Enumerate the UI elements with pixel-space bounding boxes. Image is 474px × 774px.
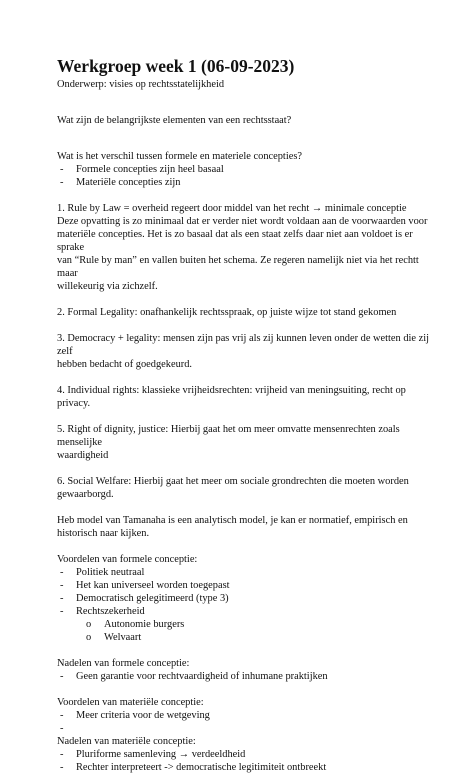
sub-list-item: o Autonomie burgers	[86, 619, 185, 630]
point-3-line: 3. Democracy + legality: mensen zijn pas vrij als zij kunnen leven onder de wetten die zij zelf	[57, 333, 430, 357]
dash-bullet: -	[60, 762, 64, 773]
list-item: - Materiële concepties zijn	[57, 176, 434, 189]
dash-bullet: -	[60, 177, 64, 188]
point-3-line: hebben bedacht of goedgekeurd.	[57, 359, 193, 370]
list-item: - Geen garantie voor rechtvaardigheid of inhumane praktijken	[57, 670, 434, 683]
list-item: - Politiek neutraal	[57, 566, 434, 579]
circle-bullet-icon: o	[86, 619, 92, 630]
dash-bullet: -	[60, 749, 64, 760]
dash-bullet: -	[60, 164, 64, 175]
point-1-line: materiële concepties. Het is zo basaal dat als een staat zelfs daar niet aan voldoet is er sprake	[57, 229, 413, 253]
voordelen-materieel-heading: Voordelen van materiële conceptie:	[57, 697, 204, 708]
list-item	[57, 722, 434, 735]
point-1-line: 1. Rule by Law = overheid regeert door middel van het recht → minimale conceptie	[57, 203, 407, 214]
document-title: Werkgroep week 1 (06-09-2023)	[57, 56, 295, 76]
dash-bullet: -	[60, 606, 64, 617]
question-elements: Wat zijn de belangrijkste elementen van een rechtsstaat?	[57, 115, 292, 126]
dash-bullet: -	[60, 671, 64, 682]
point-4: 4. Individual rights: klassieke vrijheidsrechten: vrijheid van meningsuiting, recht op privacy.	[57, 385, 406, 409]
list-item: - Pluriforme samenleving → verdeeldheid	[57, 748, 434, 761]
model-line: historisch naar kijken.	[57, 528, 150, 539]
list-item: - Het kan universeel worden toegepast	[57, 579, 434, 592]
document-subtitle: Onderwerp: visies op rechtsstatelijkheid	[57, 79, 225, 90]
circle-bullet-icon: o	[86, 632, 92, 643]
point-1-line: Deze opvatting is zo minimaal dat er verder niet wordt voldaan aan de voorwaarden voor	[57, 216, 428, 227]
dash-bullet: -	[60, 723, 64, 734]
point-6-line: 6. Social Welfare: Hierbij gaat het meer om sociale grondrechten die moeten worden	[57, 476, 409, 487]
point-1-line: willekeurig via zichzelf.	[57, 281, 158, 292]
point-2: 2. Formal Legality: onafhankelijk rechtsspraak, op juiste wijze tot stand gekomen	[57, 307, 397, 318]
dash-bullet: -	[60, 593, 64, 604]
list-item: - Rechtszekerheid	[57, 605, 434, 618]
point-5-line: 5. Right of dignity, justice: Hierbij gaat het om meer omvatte mensenrechten zoals menselijke	[57, 424, 400, 448]
list-item: - Formele concepties zijn heel basaal	[57, 163, 434, 176]
point-6-line: gewaarborgd.	[57, 489, 114, 500]
voordelen-formeel-heading: Voordelen van formele conceptie:	[57, 554, 198, 565]
list-item: - Meer criteria voor de wetgeving	[57, 709, 434, 722]
list-item: - Democratisch gelegitimeerd (type 3)	[57, 592, 434, 605]
question-difference: Wat is het verschil tussen formele en materiele concepties?	[57, 151, 302, 162]
nadelen-materieel-heading: Nadelen van materiële conceptie:	[57, 736, 196, 747]
dash-bullet: -	[60, 580, 64, 591]
sub-list-item: o Welvaart	[86, 632, 142, 643]
point-1-line: van “Rule by man” en vallen buiten het schema. Ze regeren namelijk niet via het rechtt maar	[57, 255, 419, 279]
dash-bullet: -	[60, 567, 64, 578]
nadelen-formeel-heading: Nadelen van formele conceptie:	[57, 658, 190, 669]
point-5-line: waardigheid	[57, 450, 109, 461]
dash-bullet: -	[60, 710, 64, 721]
model-line: Heb model van Tamanaha is een analytisch model, je kan er normatief, empirisch en	[57, 515, 408, 526]
list-item: - Rechter interpreteert -> democratische legitimiteit ontbreekt	[57, 761, 434, 774]
